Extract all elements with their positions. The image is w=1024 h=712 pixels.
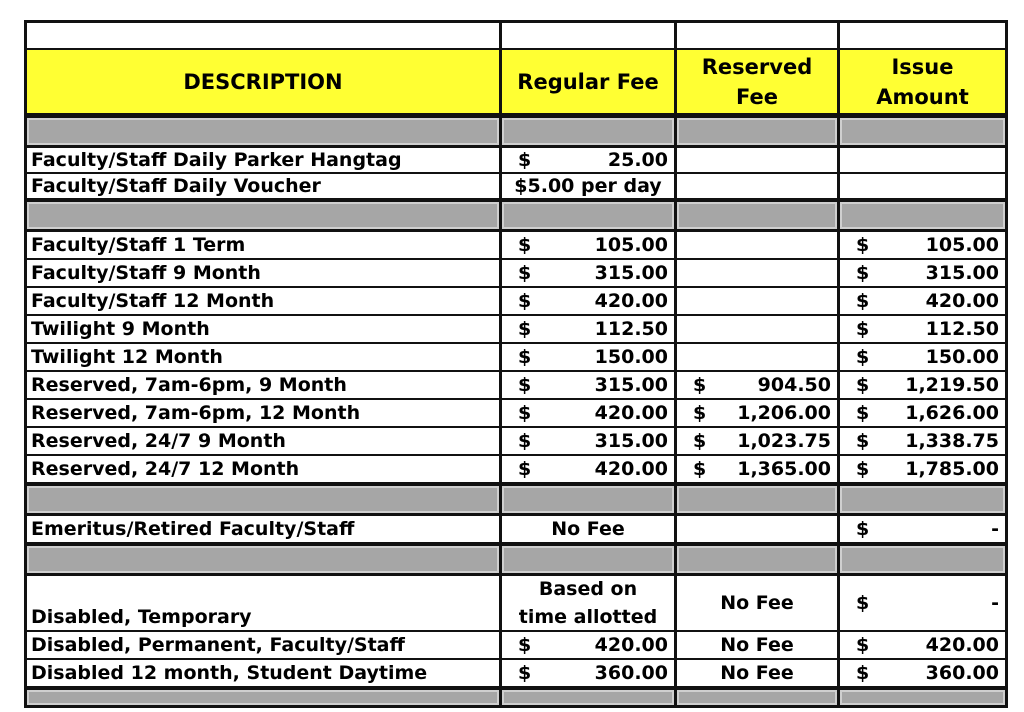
separator-row — [24, 484, 1008, 516]
reserved-fee-cell — [677, 516, 840, 544]
regular-fee-cell — [502, 400, 677, 428]
description-cell — [24, 456, 502, 484]
separator-cell — [840, 116, 1008, 148]
separator-cell — [677, 116, 840, 148]
regular-fee-cell — [502, 232, 677, 260]
reserved-fee-cell — [677, 428, 840, 456]
table-row — [24, 428, 1008, 456]
currency-symbol: $ — [856, 592, 870, 614]
description-text: Reserved, 24/7 12 Month — [31, 458, 300, 480]
separator-cell — [24, 200, 502, 232]
reserved-fee-cell — [677, 372, 840, 400]
currency-symbol: $ — [518, 662, 532, 684]
currency-symbol: $ — [518, 234, 532, 256]
blank-top-row — [24, 20, 1008, 50]
issue-amount-cell — [840, 516, 1008, 544]
description-text: Emeritus/Retired Faculty/Staff — [31, 518, 355, 540]
separator-cell — [502, 200, 677, 232]
amount-value: 25.00 — [607, 149, 668, 171]
header-regular-fee-label: Regular Fee — [517, 69, 659, 94]
amount-value: - — [991, 518, 999, 540]
amount-value: 1,206.00 — [737, 402, 831, 424]
cell-text: No Fee — [720, 592, 794, 614]
separator-cell — [502, 484, 677, 516]
table-row — [24, 148, 1008, 174]
amount-value: 105.00 — [594, 234, 668, 256]
regular-fee-cell — [502, 372, 677, 400]
reserved-fee-cell — [677, 174, 840, 200]
description-cell — [24, 260, 502, 288]
description-text: Faculty/Staff Daily Parker Hangtag — [31, 149, 402, 171]
separator-cell — [24, 484, 502, 516]
cell-text-line1: Based on — [538, 578, 638, 600]
description-text: Twilight 12 Month — [31, 346, 223, 368]
description-text: Faculty/Staff 1 Term — [31, 234, 246, 256]
separator-row — [24, 116, 1008, 148]
table-row — [24, 260, 1008, 288]
issue-amount-cell — [840, 232, 1008, 260]
currency-symbol: $ — [518, 346, 532, 368]
amount-value: 112.50 — [925, 318, 999, 340]
header-regular-fee — [502, 50, 677, 116]
separator-cell — [24, 544, 502, 576]
amount-value: 1,365.00 — [737, 458, 831, 480]
description-cell — [24, 516, 502, 544]
description-cell — [24, 344, 502, 372]
reserved-fee-cell — [677, 316, 840, 344]
regular-fee-cell — [502, 660, 677, 688]
amount-value: 1,785.00 — [905, 458, 999, 480]
regular-fee-cell — [502, 456, 677, 484]
amount-value: 1,023.75 — [737, 430, 831, 452]
regular-fee-cell — [502, 148, 677, 174]
description-cell — [24, 148, 502, 174]
currency-symbol: $ — [518, 374, 532, 396]
separator-cell — [677, 484, 840, 516]
currency-symbol: $ — [856, 662, 870, 684]
amount-value: 315.00 — [594, 262, 668, 284]
reserved-fee-cell — [677, 400, 840, 428]
description-cell — [24, 174, 502, 200]
separator-cell — [24, 688, 502, 708]
issue-amount-cell — [840, 344, 1008, 372]
currency-symbol: $ — [693, 430, 707, 452]
currency-symbol: $ — [518, 149, 532, 171]
header-reserved-fee-line1: Reserved — [701, 54, 813, 79]
currency-symbol: $ — [856, 402, 870, 424]
currency-symbol: $ — [693, 458, 707, 480]
issue-amount-cell — [840, 456, 1008, 484]
cell-text: No Fee — [551, 518, 625, 540]
separator-cell — [840, 200, 1008, 232]
table-row — [24, 516, 1008, 544]
reserved-fee-cell — [677, 344, 840, 372]
currency-symbol: $ — [856, 290, 870, 312]
header-issue-amount-line1: Issue — [891, 54, 954, 79]
description-text: Reserved, 7am-6pm, 9 Month — [31, 374, 347, 396]
table-row — [24, 344, 1008, 372]
separator-cell — [24, 116, 502, 148]
issue-amount-cell — [840, 148, 1008, 174]
separator-cell — [840, 688, 1008, 708]
currency-symbol: $ — [856, 234, 870, 256]
amount-value: 1,338.75 — [905, 430, 999, 452]
amount-value: 904.50 — [757, 374, 831, 396]
table-row — [24, 174, 1008, 200]
cell-text-line2: time allotted — [518, 606, 658, 628]
issue-amount-cell — [840, 174, 1008, 200]
regular-fee-cell — [502, 344, 677, 372]
separator-cell — [840, 544, 1008, 576]
amount-value: 420.00 — [594, 634, 668, 656]
description-cell — [24, 232, 502, 260]
regular-fee-cell — [502, 260, 677, 288]
issue-amount-cell — [840, 660, 1008, 688]
currency-symbol: $ — [518, 430, 532, 452]
header-description — [24, 50, 502, 116]
amount-value: 360.00 — [925, 662, 999, 684]
reserved-fee-cell — [677, 660, 840, 688]
table-row — [24, 400, 1008, 428]
separator-cell — [502, 688, 677, 708]
currency-symbol: $ — [693, 402, 707, 424]
separator-cell — [502, 116, 677, 148]
description-text: Reserved, 24/7 9 Month — [31, 430, 286, 452]
description-cell — [24, 428, 502, 456]
table-row — [24, 456, 1008, 484]
header-issue-amount-line2: Amount — [876, 84, 969, 109]
currency-symbol: $ — [856, 262, 870, 284]
description-text: Faculty/Staff 9 Month — [31, 262, 261, 284]
description-text: Faculty/Staff Daily Voucher — [31, 175, 321, 197]
amount-value: 112.50 — [594, 318, 668, 340]
amount-value: 150.00 — [925, 346, 999, 368]
regular-fee-cell — [502, 174, 677, 200]
amount-value: 315.00 — [594, 374, 668, 396]
issue-amount-cell — [840, 372, 1008, 400]
currency-symbol: $ — [856, 430, 870, 452]
table-row — [24, 660, 1008, 688]
separator-row — [24, 688, 1008, 708]
amount-value: - — [991, 592, 999, 614]
header-description-label: DESCRIPTION — [183, 69, 343, 94]
currency-symbol: $ — [856, 634, 870, 656]
regular-fee-cell — [502, 428, 677, 456]
description-text: Disabled 12 month, Student Daytime — [31, 662, 428, 684]
description-text: Reserved, 7am-6pm, 12 Month — [31, 402, 361, 424]
blank-cell — [502, 20, 677, 50]
currency-symbol: $ — [518, 318, 532, 340]
separator-cell — [677, 688, 840, 708]
currency-symbol: $ — [856, 458, 870, 480]
currency-symbol: $ — [518, 458, 532, 480]
description-text: Disabled, Temporary — [31, 606, 252, 628]
description-text: Disabled, Permanent, Faculty/Staff — [31, 634, 405, 656]
description-cell — [24, 632, 502, 660]
description-cell — [24, 372, 502, 400]
issue-amount-cell — [840, 428, 1008, 456]
reserved-fee-cell — [677, 632, 840, 660]
regular-fee-cell — [502, 288, 677, 316]
amount-value: 315.00 — [925, 262, 999, 284]
blank-cell — [677, 20, 840, 50]
currency-symbol: $ — [856, 374, 870, 396]
regular-fee-cell — [502, 316, 677, 344]
description-cell — [24, 576, 502, 632]
amount-value: 420.00 — [594, 290, 668, 312]
issue-amount-cell — [840, 260, 1008, 288]
currency-symbol: $ — [693, 374, 707, 396]
amount-value: 420.00 — [594, 458, 668, 480]
reserved-fee-cell — [677, 232, 840, 260]
amount-value: 1,626.00 — [905, 402, 999, 424]
amount-value: 420.00 — [925, 290, 999, 312]
amount-value: 105.00 — [925, 234, 999, 256]
blank-cell — [24, 20, 502, 50]
separator-cell — [677, 544, 840, 576]
issue-amount-cell — [840, 632, 1008, 660]
cell-text: $5.00 per day — [514, 175, 662, 197]
issue-amount-cell — [840, 288, 1008, 316]
reserved-fee-cell — [677, 288, 840, 316]
separator-row — [24, 544, 1008, 576]
table-row — [24, 632, 1008, 660]
currency-symbol: $ — [518, 634, 532, 656]
amount-value: 420.00 — [594, 402, 668, 424]
description-text: Faculty/Staff 12 Month — [31, 290, 275, 312]
currency-symbol: $ — [518, 290, 532, 312]
reserved-fee-cell — [677, 260, 840, 288]
amount-value: 150.00 — [594, 346, 668, 368]
issue-amount-cell — [840, 400, 1008, 428]
blank-cell — [840, 20, 1008, 50]
separator-cell — [502, 544, 677, 576]
amount-value: 420.00 — [925, 634, 999, 656]
header-row — [24, 50, 1008, 116]
table-row — [24, 232, 1008, 260]
separator-cell — [840, 484, 1008, 516]
reserved-fee-cell — [677, 148, 840, 174]
table-row — [24, 372, 1008, 400]
table-row — [24, 288, 1008, 316]
header-reserved-fee — [677, 50, 840, 116]
reserved-fee-cell — [677, 576, 840, 632]
currency-symbol: $ — [856, 518, 870, 540]
header-reserved-fee-line2: Fee — [736, 84, 778, 109]
regular-fee-cell — [502, 516, 677, 544]
description-cell — [24, 316, 502, 344]
fee-table — [24, 20, 1008, 708]
regular-fee-cell — [502, 632, 677, 660]
header-issue-amount — [840, 50, 1008, 116]
table-row — [24, 576, 1008, 632]
description-cell — [24, 288, 502, 316]
cell-text: No Fee — [720, 662, 794, 684]
separator-cell — [677, 200, 840, 232]
description-cell — [24, 400, 502, 428]
regular-fee-cell — [502, 576, 677, 632]
currency-symbol: $ — [856, 318, 870, 340]
amount-value: 315.00 — [594, 430, 668, 452]
description-text: Twilight 9 Month — [31, 318, 210, 340]
issue-amount-cell — [840, 316, 1008, 344]
separator-row — [24, 200, 1008, 232]
amount-value: 360.00 — [594, 662, 668, 684]
table-row — [24, 316, 1008, 344]
currency-symbol: $ — [856, 346, 870, 368]
issue-amount-cell — [840, 576, 1008, 632]
currency-symbol: $ — [518, 262, 532, 284]
currency-symbol: $ — [518, 402, 532, 424]
cell-text: No Fee — [720, 634, 794, 656]
reserved-fee-cell — [677, 456, 840, 484]
description-cell — [24, 660, 502, 688]
amount-value: 1,219.50 — [905, 374, 999, 396]
